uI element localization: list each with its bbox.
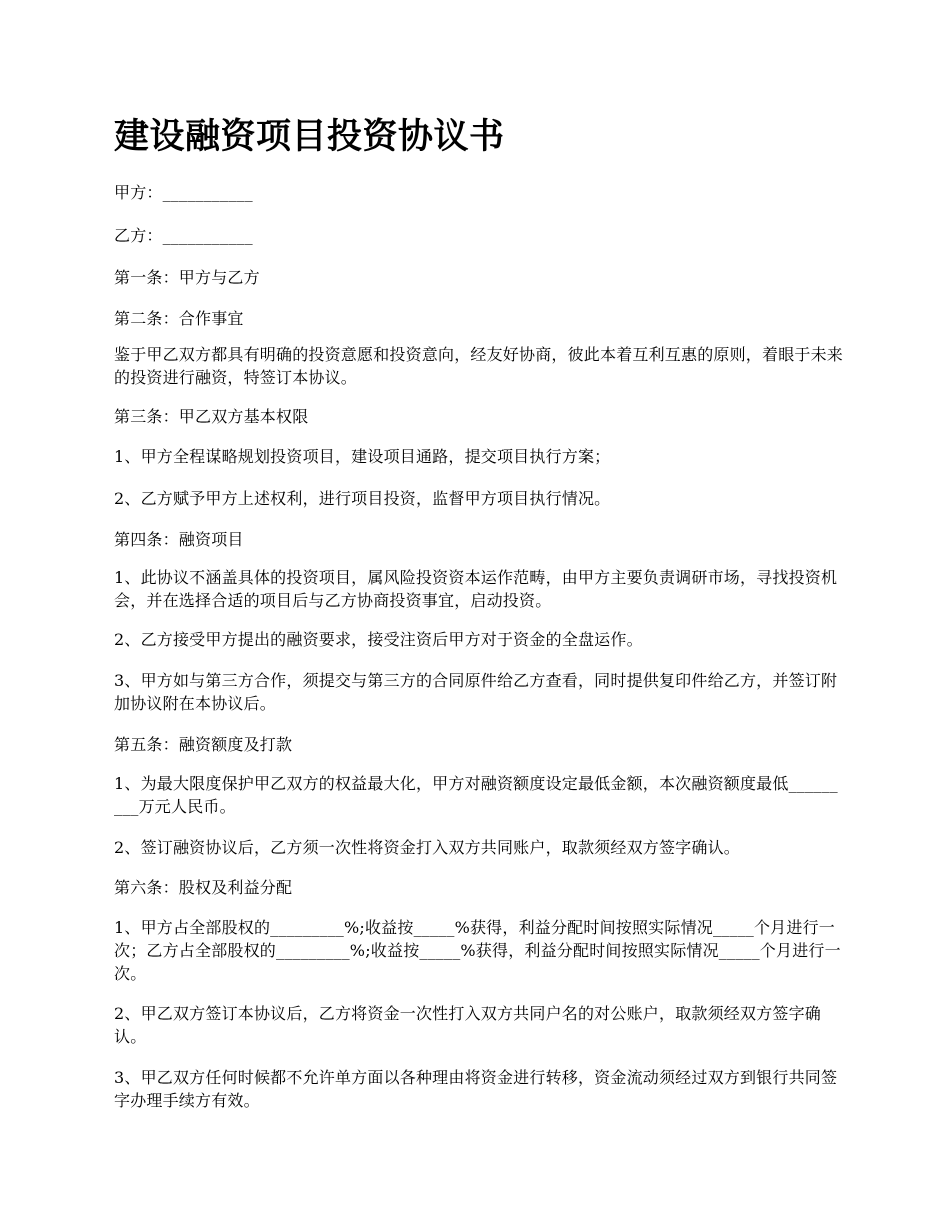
- document-title: 建设融资项目投资协议书: [114, 116, 505, 157]
- article-4-item-2: 2、乙方接受甲方提出的融资要求，接受注资后甲方对于资金的全盘运作。: [114, 630, 643, 649]
- article-4-heading: 第四条：融资项目: [114, 530, 244, 549]
- article-3-item-1: 1、甲方全程谋略规划投资项目，建设项目通路，提交项目执行方案；: [114, 447, 611, 466]
- article-3-heading: 第三条：甲乙双方基本权限: [114, 407, 309, 426]
- party-b-line: 乙方：___________: [114, 226, 253, 245]
- article-4-item-1: 1、此协议不涵盖具体的投资项目，属风险投资资本运作范畴，由甲方主要负责调研市场，寻找投资机会，并在选择合适的项目后与乙方协商投资事宜，启动投资。: [114, 568, 838, 610]
- article-3-item-2: 2、乙方赋予甲方上述权利，进行项目投资，监督甲方项目执行情况。: [114, 489, 611, 508]
- article-6-item-2: 2、甲乙双方签订本协议后，乙方将资金一次性打入双方共同户名的对公账户，取款须经双方签字确认。: [114, 1004, 821, 1046]
- article-5-heading: 第五条：融资额度及打款: [114, 735, 293, 754]
- article-1-heading: 第一条：甲方与乙方: [114, 268, 260, 287]
- article-5-item-2: 2、签订融资协议后，乙方须一次性将资金打入双方共同账户，取款须经双方签字确认。: [114, 838, 740, 857]
- article-5-item-1: 1、为最大限度保护甲乙双方的权益最大化，甲方对融资额度设定最低金额，本次融资额度最低_________万元人民币。: [114, 774, 838, 816]
- party-a-line: 甲方：___________: [114, 183, 253, 202]
- article-6-heading: 第六条：股权及利益分配: [114, 878, 293, 897]
- article-2-heading: 第二条：合作事宜: [114, 309, 244, 328]
- article-2-body: 鉴于甲乙双方都具有明确的投资意愿和投资意向，经友好协商，彼此本着互利互惠的原则，着眼于未来的投资进行融资，特签订本协议。: [114, 345, 844, 387]
- article-6-item-3: 3、甲乙双方任何时候都不允许单方面以各种理由将资金进行转移，资金流动须经过双方到银行共同签字办理手续方有效。: [114, 1068, 838, 1110]
- article-4-item-3: 3、甲方如与第三方合作，须提交与第三方的合同原件给乙方查看，同时提供复印件给乙方，并签订附加协议附在本协议后。: [114, 671, 838, 713]
- article-6-item-1: 1、甲方占全部股权的_________%;收益按_____%获得，利益分配时间按照实际情况_____个月进行一次；乙方占全部股权的_________%;收益按_____%获得，利益分配时间按照实际情况_____个月进行一次。: [114, 918, 841, 983]
